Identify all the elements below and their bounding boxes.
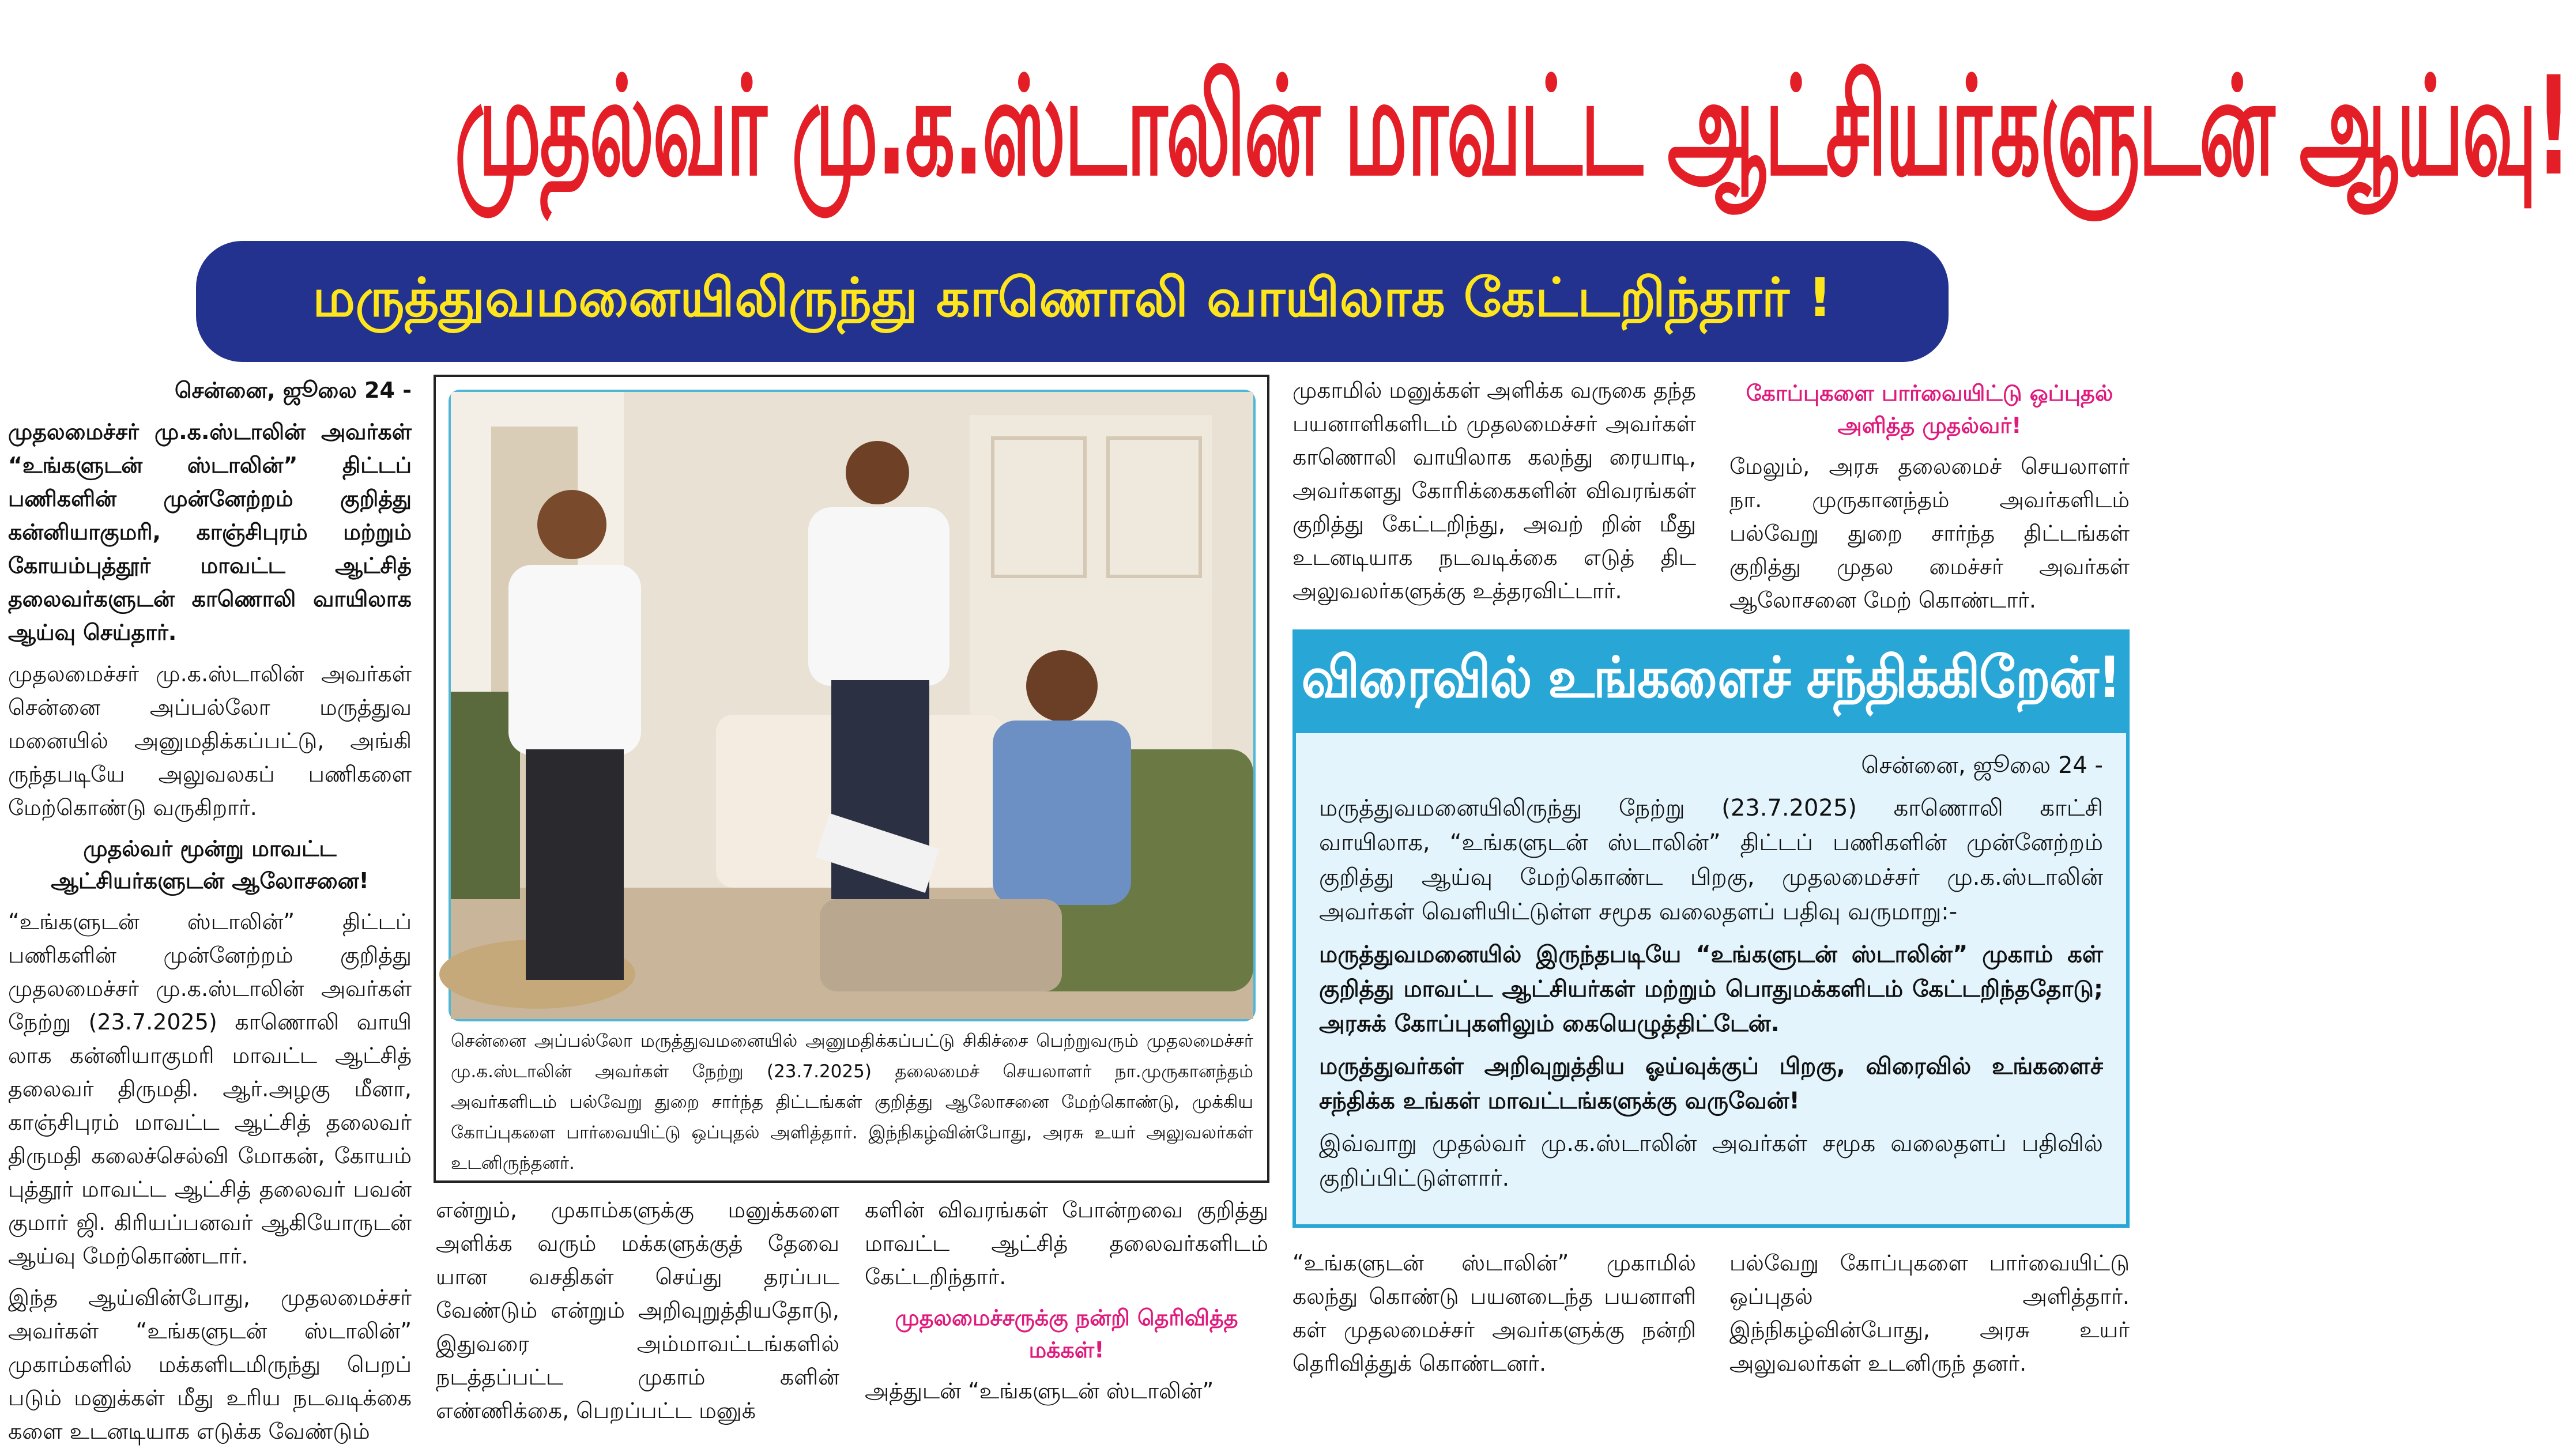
section-subhead: கோப்புகளை பார்வையிட்டு ஒப்புதல் அளித்த முதல்வர்! [1746,380,2113,438]
article-column-6 [1292,1246,1696,1388]
quote-paragraph: மருத்துவமனையில் இருந்தபடியே “உங்களுடன் ஸ்டாலின்” முகாம் கள் குறித்து மாவட்ட ஆட்சியர்கள் மற்றும் பொதுமக்களிடம் கேட்டறிந்ததோடு; அரசுக் கோப்புகளிலும் கையெழுத்திட்டேன். [1319,941,2103,1037]
dateline: சென்னை, ஜூலை 24 - [1861,752,2103,779]
dateline: சென்னை, ஜூலை 24 - [174,378,412,403]
paragraph: முதலமைச்சர் மு.க.ஸ்டாலின் அவர்கள் சென்னை அப்பல்லோ மருத்துவ மனையில் அனுமதிக்கப்பட்டு, அங்கி ருந்தபடியே அலுவலகப் பணிகளை மேற்கொண்டு வருகிறார். [8,661,412,820]
boxed-story-body [1292,733,2130,1228]
sub-headline-text: மருத்துவமனையிலிருந்து காணொலி வாயிலாக கேட்டறிந்தார் ! [312,267,1832,329]
article-column-5 [1729,374,2130,625]
paragraph: இந்த ஆய்வின்போது, முதலமைச்சர் அவர்கள் “உங்களுடன் ஸ்டாலின்” முகாம்களில் மக்களிடமிருந்து பெறப் படும் மனுக்கள் மீது உரிய நடவடிக்கை களை உடனடியாக எடுக்க வேண்டும் [8,1285,412,1444]
paragraph: மருத்துவமனையிலிருந்து நேற்று (23.7.2025) காணொலி காட்சி வாயிலாக, “உங்களுடன் ஸ்டாலின்” திட்டப் பணிகளின் முன்னேற்றம் குறித்து ஆய்வு மேற்கொண்ட பிறகு, முதலமைச்சர் மு.க.ஸ்டாலின் அவர்கள் வெளியிட்டுள்ள சமூக வலைதளப் பதிவு வருமாறு:- [1319,795,2103,925]
article-column-1 [8,374,412,1456]
quote-paragraph: மருத்துவர்கள் அறிவுறுத்திய ஓய்வுக்குப் பிறகு, விரைவில் உங்களைச் சந்திக்க உங்கள் மாவட்டங்களுக்கு வருவேன்! [1319,1053,2103,1114]
paragraph: பல்வேறு கோப்புகளை பார்வையிட்டு ஒப்புதல் அளித்தார். இந்நிகழ்வின்போது, அரசு உயர் அலுவலர்கள் உடனிருந் தனர். [1729,1250,2130,1376]
boxed-story-title-text: விரைவில் உங்களைச் சந்திக்கிறேன்! [1301,644,2121,711]
boxed-story-title [1292,629,2130,733]
paragraph: “உங்களுடன் ஸ்டாலின்” திட்டப் பணிகளின் முன்னேற்றம் குறித்து முதலமைச்சர் மு.க.ஸ்டாலின் அவர்கள் நேற்று (23.7.2025) காணொலி வாயி லாக கன்னியாகுமரி மாவட்ட ஆட்சித் தலைவர் திருமதி. ஆர்.அழகு மீனா, காஞ்சிபுரம் மாவட்ட ஆட்சித் தலைவர் திருமதி கலைச்செல்வி மோகன், கோயம் புத்தூர் மாவட்ட ஆட்சித் தலைவர் பவன் குமார் ஜி. கிரியப்பனவர் ஆகியோருடன் ஆய்வு மேற்கொண்டார். [8,909,412,1269]
article-column-2 [436,1193,839,1435]
paragraph: அத்துடன் “உங்களுடன் ஸ்டாலின்” [865,1378,1214,1404]
article-column-4 [1292,374,1696,616]
lead-paragraph: முதலமைச்சர் மு.க.ஸ்டாலின் அவர்கள் “உங்களுடன் ஸ்டாலின்” திட்டப் பணிகளின் முன்னேற்றம் குறித்து கன்னியாகுமரி, காஞ்சிபுரம் மற்றும் கோயம்புத்தூர் மாவட்ட ஆட்சித் தலைவர்களுடன் காணொலி வாயிலாக ஆய்வு செய்தார். [8,419,412,645]
news-photo [449,390,1256,1021]
section-subhead: முதல்வர் மூன்று மாவட்ட ஆட்சியர்களுடன் ஆலோசனை! [51,836,369,893]
paragraph: மேலும், அரசு தலைமைச் செயலாளர் நா. முருகானந்தம் அவர்களிடம் பல்வேறு துறை சார்ந்த திட்டங்கள் குறித்து முதல மைச்சர் அவர்கள் ஆலோசனை மேற் கொண்டார். [1729,454,2130,613]
headline: முதல்வர் மு.க.ஸ்டாலின் மாவட்ட ஆட்சியர்களுடன் ஆய்வு! [454,47,2570,206]
paragraph: முகாமில் மனுக்கள் அளிக்க வருகை தந்த பயனாளிகளிடம் முதலமைச்சர் அவர்கள் காணொலி வாயிலாக கலந்து ரையாடி, அவர்களது கோரிக்கைகளின் விவரங்கள் குறித்து கேட்டறிந்து, அவற் றின் மீது உடனடியாக நடவடிக்கை எடுத் திட அலுவலர்களுக்கு உத்தரவிட்டார். [1292,378,1696,603]
section-subhead: முதலமைச்சருக்கு நன்றி தெரிவித்த மக்கள்! [895,1305,1238,1363]
paragraph: களின் விவரங்கள் போன்றவை குறித்து மாவட்ட ஆட்சித் தலைவர்களிடம் கேட்டறிந்தார். [865,1197,1268,1289]
article-column-7 [1729,1246,2130,1388]
paragraph: என்றும், முகாம்களுக்கு மனுக்களை அளிக்க வரும் மக்களுக்குத் தேவை யான வசதிகள் செய்து தரப்பட வேண்டும் என்றும் அறிவுறுத்தியதோடு, இதுவரை அம்மாவட்டங்களில் நடத்தப்பட்ட முகாம் களின் எண்ணிக்கை, பெறப்பட்ட மனுக் [436,1197,839,1423]
paragraph: “உங்களுடன் ஸ்டாலின்” முகாமில் கலந்து கொண்டு பயனடைந்த பயனாளி கள் முதலமைச்சர் அவர்களுக்கு நன்றி தெரிவித்துக் கொண்டனர். [1292,1250,1696,1376]
photo-caption: சென்னை அப்பல்லோ மருத்துவமனையில் அனுமதிக்கப்பட்டு சிகிச்சை பெற்றுவரும் முதலமைச்சர் மு.க.ஸ்டாலின் அவர்கள் நேற்று (23.7.2025) தலைமைச் செயலாளர் நா.முருகானந்தம் அவர்களிடம் பல்வேறு துறை சார்ந்த திட்டங்கள் குறித்து ஆலோசனை மேற்கொண்டு, முக்கிய கோப்புகளை பார்வையிட்டு ஒப்புதல் அளித்தார். இந்நிகழ்வின்போது, அரசு உயர் அலுவலர்கள் உடனிருந்தனர். [451,1031,1253,1174]
paragraph: இவ்வாறு முதல்வர் மு.க.ஸ்டாலின் அவர்கள் சமூக வலைதளப் பதிவில் குறிப்பிட்டுள்ளார். [1319,1130,2103,1191]
sub-headline-banner [196,241,1949,362]
article-column-3 [865,1193,1268,1416]
